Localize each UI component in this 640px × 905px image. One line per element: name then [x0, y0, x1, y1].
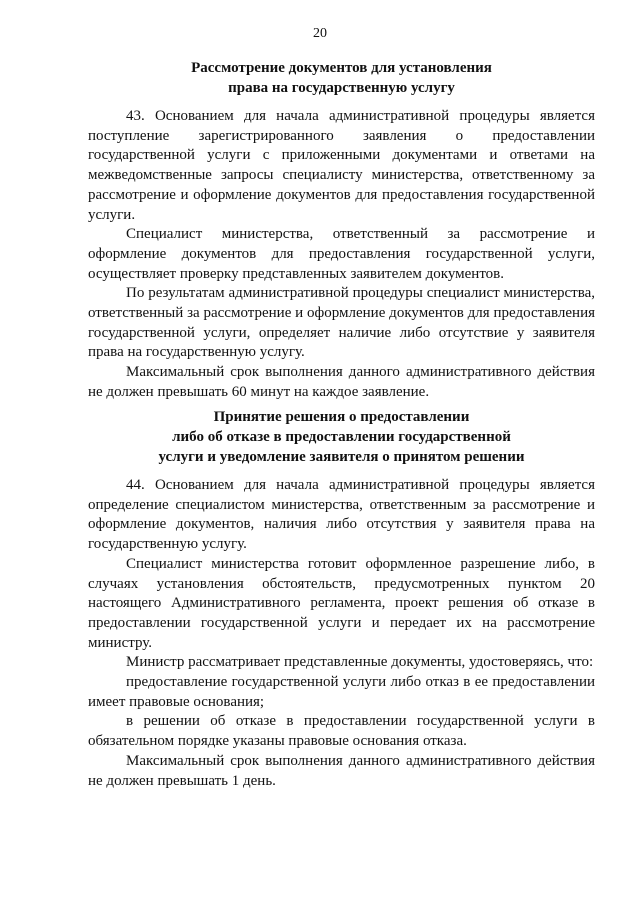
section-heading-decision	[88, 407, 595, 467]
paragraph: По результатам административной процедуры специалист министерства, ответственный за рассмотрение и оформление документов для предоставления государственной услуги, определяет наличие либо отсутствие у заявителя права на государственную услугу.	[88, 285, 595, 361]
paragraph: Специалист министерства готовит оформленное разрешение либо, в случаях установления обстоятельств, предусмотренных пунктом 20 настоящего Административного регламента, проект решения об отказе в предоставлении государственной услуги и передает их на рассмотрение министру.	[88, 555, 595, 651]
section-body-review	[88, 107, 595, 403]
paragraph: Специалист министерства, ответственный за рассмотрение и оформление документов для предоставления государственной услуги, осуществляет проверку представленных заявителем документов.	[88, 226, 595, 282]
section-body-decision	[88, 476, 595, 791]
paragraph: 44. Основанием для начала административной процедуры является определение специалистом министерства, ответственным за рассмотрение и оформление документов, наличия либо отсутствия у заявителя права на государственную услугу.	[88, 477, 595, 553]
page-number: 20	[313, 26, 327, 41]
paragraph: Министр рассматривает представленные документы, удостоверяясь, что:	[126, 654, 594, 671]
section-heading-review	[88, 58, 595, 98]
heading-line: Принятие решения о предоставлении	[213, 409, 470, 425]
heading-line: права на государственную услугу	[228, 80, 455, 96]
paragraph: в решении об отказе в предоставлении государственной услуги в обязательном порядке указаны правовые основания отказа.	[88, 713, 595, 750]
paragraph: предоставление государственной услуги либо отказ в ее предоставлении имеет правовые основания;	[88, 674, 595, 710]
paragraph: Максимальный срок выполнения данного административного действия не должен превышать 60 минут на каждое заявление.	[88, 364, 595, 400]
paragraph: 43. Основанием для начала административной процедуры является поступление зарегистрированного заявления о предоставлении государственной услуги с приложенными документами и ответами на межведомственные запросы специалисту министерства, ответственному за рассмотрение и оформление документов для предоставления государственной услуги.	[88, 108, 595, 223]
paragraph: Максимальный срок выполнения данного административного действия не должен превышать 1 день.	[88, 752, 595, 789]
heading-line: услуги и уведомление заявителя о принятом решении	[158, 449, 525, 465]
heading-line: Рассмотрение документов для установления	[191, 60, 492, 76]
heading-line: либо об отказе в предоставлении государственной	[172, 429, 511, 445]
